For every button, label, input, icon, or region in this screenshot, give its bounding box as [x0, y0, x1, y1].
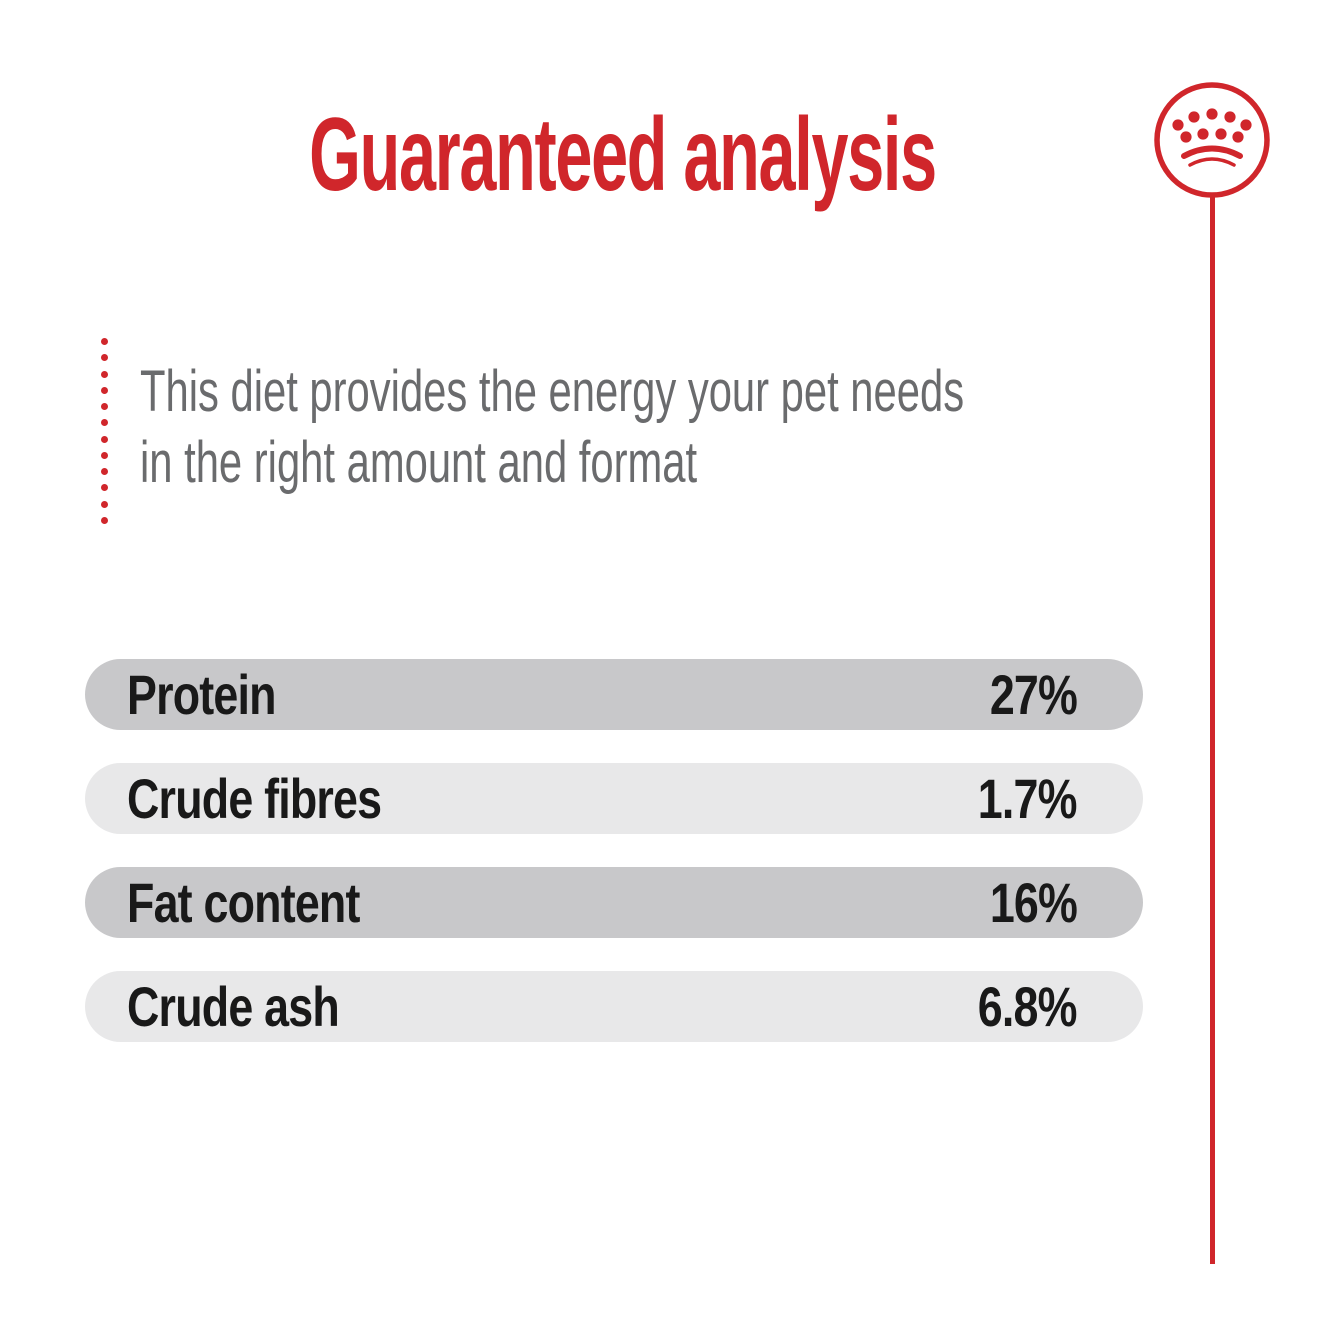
dot — [101, 403, 108, 410]
dotted-accent-line — [100, 338, 108, 524]
analysis-table — [85, 659, 1143, 1075]
row-label: Crude fibres — [127, 767, 382, 830]
dot — [101, 419, 108, 426]
table-row-protein — [85, 659, 1143, 730]
note-line-2: in the right amount and format — [140, 430, 698, 495]
dot — [101, 371, 108, 378]
row-value: 1.7% — [978, 767, 1077, 830]
table-row-crude-fibres — [85, 763, 1143, 834]
note-text — [140, 356, 964, 498]
dot — [101, 452, 108, 459]
dot — [101, 517, 108, 524]
dot — [101, 484, 108, 491]
dot — [101, 468, 108, 475]
table-row-fat-content — [85, 867, 1143, 938]
dot — [101, 501, 108, 508]
row-label: Protein — [127, 663, 276, 726]
page-title: Guaranteed analysis — [309, 97, 936, 213]
dot — [101, 354, 108, 361]
row-value: 16% — [989, 871, 1077, 934]
dot — [101, 387, 108, 394]
row-value: 27% — [989, 663, 1077, 726]
row-value: 6.8% — [978, 975, 1077, 1038]
note-line-1: This diet provides the energy your pet needs — [140, 359, 965, 424]
dot — [101, 436, 108, 443]
row-label: Crude ash — [127, 975, 339, 1038]
dot — [101, 338, 108, 345]
row-label: Fat content — [127, 871, 360, 934]
royal-canin-crown-icon — [1152, 80, 1272, 200]
vertical-accent-line — [1210, 196, 1215, 1264]
table-row-crude-ash — [85, 971, 1143, 1042]
